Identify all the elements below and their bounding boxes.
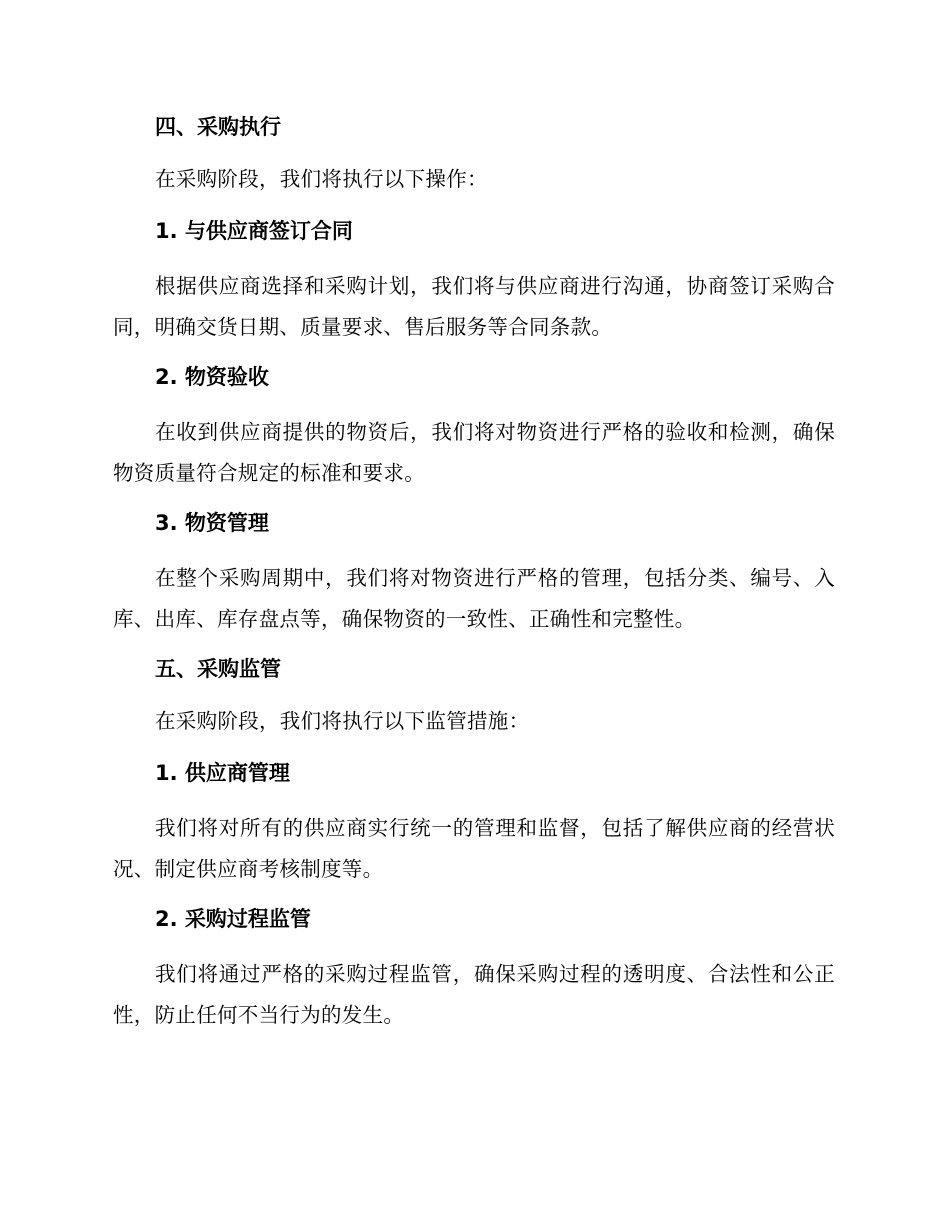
paragraph-sign-contract: 根据供应商选择和采购计划，我们将与供应商进行沟通，协商签订采购合同，明确交货日期、质量要求、售后服务等合同条款。 bbox=[113, 274, 835, 339]
subheading-sign-contract: 1. 与供应商签订合同 bbox=[155, 219, 353, 243]
subheading-process-supervision: 2. 采购过程监管 bbox=[155, 907, 311, 931]
paragraph-material-management: 在整个采购周期中，我们将对物资进行严格的管理，包括分类、编号、入库、出库、库存盘点等，确保物资的一致性、正确性和完整性。 bbox=[113, 566, 835, 631]
paragraph-process-supervision: 我们将通过严格的采购过程监管，确保采购过程的透明度、合法性和公正性，防止任何不当行为的发生。 bbox=[113, 962, 835, 1027]
section-intro-paragraph: 在采购阶段，我们将执行以下监管措施： bbox=[155, 709, 530, 733]
section-intro-paragraph: 在采购阶段，我们将执行以下操作： bbox=[155, 167, 488, 191]
subheading-material-management: 3. 物资管理 bbox=[155, 511, 269, 535]
paragraph-supplier-management: 我们将对所有的供应商实行统一的管理和监督，包括了解供应商的经营状况、制定供应商考核制度等。 bbox=[113, 816, 835, 881]
paragraph-material-acceptance: 在收到供应商提供的物资后，我们将对物资进行严格的验收和检测，确保物资质量符合规定的标准和要求。 bbox=[113, 420, 835, 485]
section-heading-procurement-execution: 四、采购执行 bbox=[155, 115, 281, 139]
document-body bbox=[113, 110, 835, 1048]
subheading-material-acceptance: 2. 物资验收 bbox=[155, 365, 269, 389]
section-heading-procurement-supervision: 五、采购监管 bbox=[155, 657, 281, 681]
subheading-supplier-management: 1. 供应商管理 bbox=[155, 761, 290, 785]
